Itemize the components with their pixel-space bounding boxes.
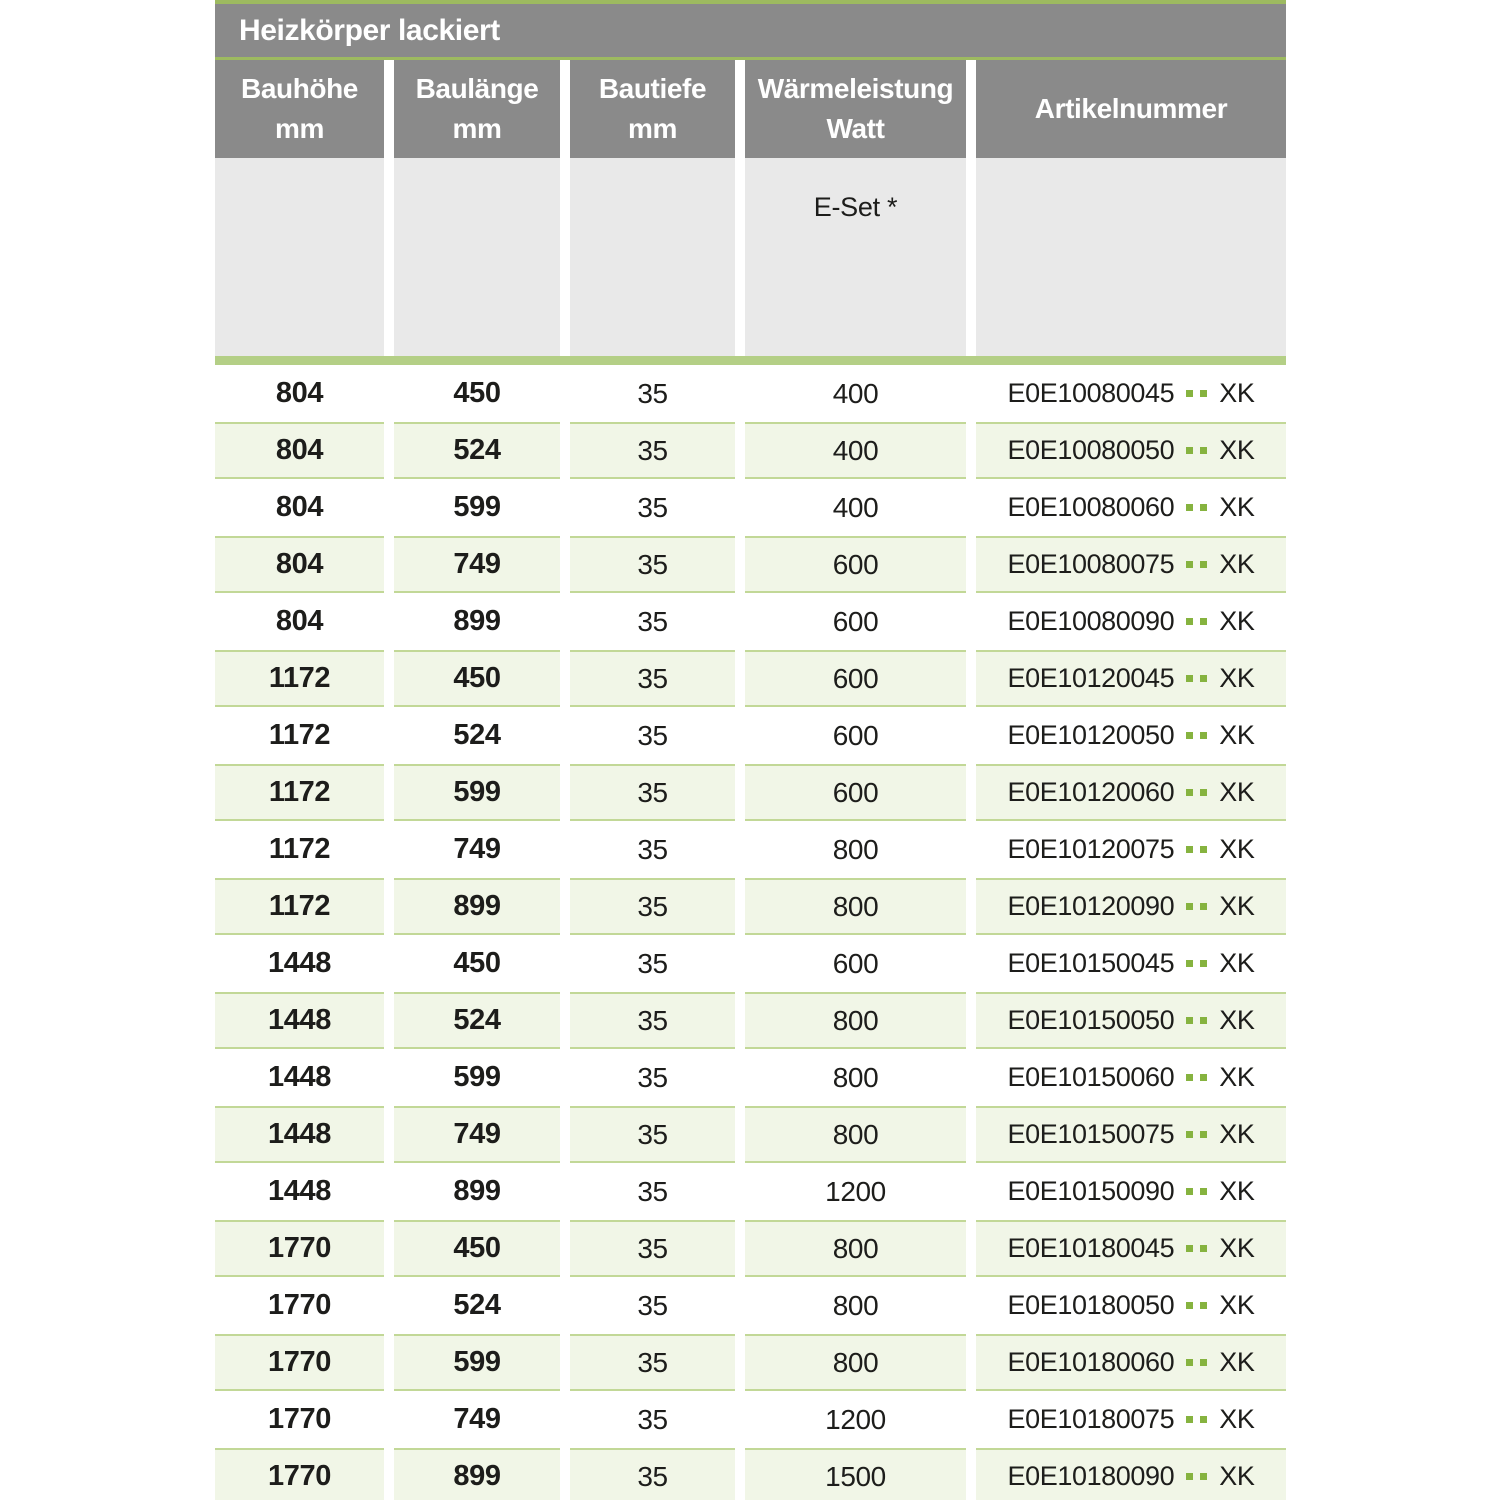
subheader-cell-artikelnummer: [976, 158, 1286, 356]
cell-baulaenge: 524: [453, 1289, 501, 1321]
cell-bautiefe: 35: [637, 1175, 668, 1207]
artikel-dot-icon: [1186, 1131, 1193, 1138]
cell-bautiefe: 35: [570, 764, 735, 821]
header-cell-bautiefe: [570, 60, 735, 158]
subheader-cell-bauhoehe: [215, 158, 384, 356]
cell-bauhoehe: 1770: [268, 1403, 331, 1435]
cell-bautiefe: 35: [570, 650, 735, 707]
cell-baulaenge: 599: [394, 764, 560, 821]
cell-watt: 800: [745, 992, 966, 1049]
header-cell-waermeleistung: [745, 60, 966, 158]
cell-bauhoehe: 1770: [215, 1220, 384, 1277]
artikel-dot-icon: [1186, 618, 1193, 625]
cell-watt: 800: [745, 878, 966, 935]
cell-watt: 400: [832, 491, 879, 523]
table-row: [215, 1448, 1286, 1500]
cell-watt: 600: [832, 719, 879, 751]
artikel-dot-icon: [1186, 504, 1193, 511]
artikel-suffix: XK: [1219, 891, 1255, 921]
cell-bauhoehe: 804: [215, 422, 384, 479]
cell-watt: 1500: [745, 1448, 966, 1500]
artikel-code: E0E10080045: [1007, 378, 1175, 408]
header-row: [215, 60, 1286, 158]
cell-artikelnummer: [976, 422, 1286, 479]
cell-baulaenge: 599: [453, 491, 501, 523]
cell-artikelnummer: [976, 536, 1286, 593]
artikel-dot-icon: [1200, 1473, 1207, 1480]
cell-bautiefe: 35: [637, 1403, 668, 1435]
artikel-suffix: XK: [1219, 1461, 1255, 1491]
header-label-baulaenge: Baulänge: [415, 73, 539, 104]
artikel-dot-icon: [1200, 618, 1207, 625]
cell-watt: 800: [745, 1106, 966, 1163]
cell-artikelnummer: [976, 1106, 1286, 1163]
cell-baulaenge: 749: [453, 833, 501, 865]
table-row: [215, 1049, 1286, 1106]
artikel-dot-icon: [1200, 1245, 1207, 1252]
cell-artikelnummer: [976, 1277, 1286, 1334]
header-cell-baulaenge: [394, 60, 560, 158]
cell-bautiefe: 35: [637, 377, 668, 409]
header-label-bauhoehe: Bauhöhe: [241, 73, 358, 104]
artikel-suffix: XK: [1219, 1347, 1255, 1377]
cell-bauhoehe: 1172: [215, 878, 384, 935]
cell-baulaenge: 524: [453, 719, 501, 751]
subheader-cell-bautiefe: [570, 158, 735, 356]
artikel-dot-icon: [1186, 561, 1193, 568]
cell-watt: 1200: [825, 1175, 886, 1207]
cell-bauhoehe: 804: [275, 377, 324, 409]
cell-baulaenge: 899: [453, 605, 501, 637]
cell-baulaenge: 599: [453, 1061, 501, 1093]
artikel-dot-icon: [1186, 1416, 1193, 1423]
cell-bautiefe: 35: [637, 605, 668, 637]
cell-watt: 600: [745, 764, 966, 821]
cell-baulaenge: 749: [453, 1403, 501, 1435]
artikel-dot-icon: [1186, 390, 1193, 397]
artikel-dot-icon: [1200, 732, 1207, 739]
artikel-dot-icon: [1186, 1473, 1193, 1480]
artikel-dot-icon: [1186, 1074, 1193, 1081]
cell-bautiefe: 35: [637, 833, 668, 865]
cell-baulaenge: 899: [394, 1448, 560, 1500]
cell-artikelnummer: [976, 935, 1286, 992]
cell-artikelnummer: [976, 479, 1286, 536]
cell-baulaenge: 450: [453, 377, 501, 409]
cell-watt: 600: [832, 947, 879, 979]
subheader-row: [215, 158, 1286, 356]
cell-bautiefe: 35: [570, 1220, 735, 1277]
artikel-suffix: XK: [1219, 1290, 1255, 1320]
artikel-code: E0E10150060: [1007, 1062, 1175, 1092]
artikel-dot-icon: [1186, 846, 1193, 853]
artikel-dot-icon: [1186, 1302, 1193, 1309]
cell-bautiefe: 35: [570, 992, 735, 1049]
cell-baulaenge: 749: [394, 1106, 560, 1163]
artikel-code: E0E10120060: [1007, 777, 1175, 807]
artikel-dot-icon: [1186, 960, 1193, 967]
cell-bauhoehe: 1172: [215, 650, 384, 707]
artikel-suffix: XK: [1219, 1119, 1255, 1149]
table-row: [215, 764, 1286, 821]
cell-artikelnummer: [976, 593, 1286, 650]
cell-bauhoehe: 1172: [215, 764, 384, 821]
artikel-suffix: XK: [1219, 378, 1255, 408]
cell-watt: 800: [832, 1061, 879, 1093]
cell-bauhoehe: 1770: [215, 1448, 384, 1500]
cell-bautiefe: 35: [570, 878, 735, 935]
cell-watt: 800: [745, 1334, 966, 1391]
cell-artikelnummer: [976, 650, 1286, 707]
artikel-suffix: XK: [1219, 834, 1255, 864]
artikel-code: E0E10150075: [1007, 1119, 1175, 1149]
artikel-dot-icon: [1200, 903, 1207, 910]
artikel-suffix: XK: [1219, 492, 1255, 522]
artikel-dot-icon: [1200, 846, 1207, 853]
header-label-artikelnummer: Artikelnummer: [1034, 93, 1228, 124]
table-row: [215, 1220, 1286, 1277]
cell-bautiefe: 35: [637, 1061, 668, 1093]
table-row: [215, 365, 1286, 422]
eset-label: E-Set *: [813, 192, 898, 222]
cell-baulaenge: 599: [394, 1334, 560, 1391]
cell-artikelnummer: [976, 1049, 1286, 1106]
cell-watt: 600: [745, 650, 966, 707]
cell-artikelnummer: [976, 821, 1286, 878]
cell-baulaenge: 450: [394, 650, 560, 707]
artikel-dot-icon: [1200, 447, 1207, 454]
artikel-suffix: XK: [1219, 948, 1255, 978]
artikel-suffix: XK: [1219, 1233, 1255, 1263]
cell-bautiefe: 35: [570, 1448, 735, 1500]
cell-artikelnummer: [976, 992, 1286, 1049]
artikel-code: E0E10180050: [1007, 1290, 1175, 1320]
product-table: [215, 0, 1286, 1500]
header-unit-baulaenge: mm: [452, 113, 502, 144]
artikel-code: E0E10120075: [1007, 834, 1175, 864]
cell-baulaenge: 899: [453, 1175, 501, 1207]
cell-bautiefe: 35: [570, 422, 735, 479]
artikel-dot-icon: [1200, 1359, 1207, 1366]
cell-bauhoehe: 1448: [268, 947, 331, 979]
table-row: [215, 593, 1286, 650]
cell-bautiefe: 35: [570, 1106, 735, 1163]
cell-artikelnummer: [976, 1163, 1286, 1220]
cell-artikelnummer: [976, 707, 1286, 764]
subheader-cell-eset: [745, 158, 966, 356]
header-divider-band: [215, 356, 1286, 365]
header-unit-bauhoehe: mm: [275, 113, 324, 144]
cell-baulaenge: 524: [394, 992, 560, 1049]
cell-artikelnummer: [976, 1220, 1286, 1277]
header-label-waermeleistung: Wärmeleistung: [757, 73, 954, 104]
table-row: [215, 479, 1286, 536]
artikel-dot-icon: [1200, 789, 1207, 796]
header-label-bautiefe: Bautiefe: [598, 73, 707, 104]
artikel-code: E0E10080060: [1007, 492, 1175, 522]
artikel-code: E0E10120045: [1007, 663, 1175, 693]
artikel-dot-icon: [1200, 1416, 1207, 1423]
cell-bauhoehe: 1770: [215, 1334, 384, 1391]
cell-bautiefe: 35: [570, 536, 735, 593]
artikel-dot-icon: [1186, 1245, 1193, 1252]
cell-artikelnummer: [976, 764, 1286, 821]
artikel-code: E0E10080050: [1007, 435, 1175, 465]
cell-baulaenge: 450: [453, 947, 501, 979]
artikel-code: E0E10080075: [1007, 549, 1175, 579]
cell-bauhoehe: 1448: [268, 1175, 331, 1207]
cell-bautiefe: 35: [637, 491, 668, 523]
artikel-dot-icon: [1200, 675, 1207, 682]
artikel-dot-icon: [1200, 960, 1207, 967]
artikel-suffix: XK: [1219, 606, 1255, 636]
header-cell-artikelnummer: [976, 60, 1286, 158]
cell-bauhoehe: 804: [275, 491, 324, 523]
artikel-dot-icon: [1200, 561, 1207, 568]
table-title-bar: [215, 4, 1286, 57]
artikel-dot-icon: [1186, 789, 1193, 796]
cell-artikelnummer: [976, 878, 1286, 935]
artikel-dot-icon: [1200, 1074, 1207, 1081]
cell-bauhoehe: 804: [215, 536, 384, 593]
table-row: [215, 1334, 1286, 1391]
table-row: [215, 1277, 1286, 1334]
artikel-suffix: XK: [1219, 663, 1255, 693]
artikel-dot-icon: [1186, 447, 1193, 454]
artikel-code: E0E10150045: [1007, 948, 1175, 978]
header-unit-waermeleistung: Watt: [826, 113, 885, 144]
cell-artikelnummer: [976, 1334, 1286, 1391]
table-row: [215, 1106, 1286, 1163]
cell-baulaenge: 524: [394, 422, 560, 479]
cell-bautiefe: 35: [570, 1334, 735, 1391]
table-row: [215, 707, 1286, 764]
artikel-code: E0E10080090: [1007, 606, 1175, 636]
cell-baulaenge: 899: [394, 878, 560, 935]
artikel-dot-icon: [1200, 1131, 1207, 1138]
cell-bauhoehe: 1448: [215, 1106, 384, 1163]
cell-bauhoehe: 1770: [268, 1289, 331, 1321]
artikel-code: E0E10120050: [1007, 720, 1175, 750]
artikel-suffix: XK: [1219, 549, 1255, 579]
table-row: [215, 536, 1286, 593]
table-row: [215, 821, 1286, 878]
cell-watt: 400: [832, 377, 879, 409]
table-body: [215, 365, 1286, 1500]
header-unit-bautiefe: mm: [628, 113, 677, 144]
artikel-code: E0E10150090: [1007, 1176, 1175, 1206]
cell-bauhoehe: 804: [275, 605, 324, 637]
artikel-suffix: XK: [1219, 1005, 1255, 1035]
cell-baulaenge: 450: [394, 1220, 560, 1277]
artikel-code: E0E10120090: [1007, 891, 1175, 921]
artikel-suffix: XK: [1219, 1062, 1255, 1092]
artikel-dot-icon: [1186, 732, 1193, 739]
cell-artikelnummer: [976, 1448, 1286, 1500]
cell-bauhoehe: 1172: [268, 719, 331, 751]
cell-bautiefe: 35: [637, 1289, 668, 1321]
artikel-dot-icon: [1200, 390, 1207, 397]
table-row: [215, 992, 1286, 1049]
artikel-code: E0E10180090: [1007, 1461, 1175, 1491]
table-row: [215, 1391, 1286, 1448]
artikel-dot-icon: [1200, 504, 1207, 511]
table-row: [215, 422, 1286, 479]
cell-artikelnummer: [976, 365, 1286, 422]
artikel-code: E0E10150050: [1007, 1005, 1175, 1035]
artikel-suffix: XK: [1219, 435, 1255, 465]
table-title: Heizkörper lackiert: [239, 13, 500, 47]
artikel-dot-icon: [1186, 1017, 1193, 1024]
table-row: [215, 878, 1286, 935]
artikel-code: E0E10180045: [1007, 1233, 1175, 1263]
table-row: [215, 935, 1286, 992]
cell-watt: 800: [832, 833, 879, 865]
artikel-suffix: XK: [1219, 1404, 1255, 1434]
cell-watt: 600: [832, 605, 879, 637]
artikel-suffix: XK: [1219, 720, 1255, 750]
subheader-cell-baulaenge: [394, 158, 560, 356]
cell-bautiefe: 35: [637, 719, 668, 751]
artikel-dot-icon: [1186, 1188, 1193, 1195]
artikel-dot-icon: [1186, 903, 1193, 910]
cell-bauhoehe: 1448: [268, 1061, 331, 1093]
artikel-dot-icon: [1186, 1359, 1193, 1366]
cell-artikelnummer: [976, 1391, 1286, 1448]
cell-bauhoehe: 1172: [268, 833, 331, 865]
cell-watt: 1200: [825, 1403, 886, 1435]
cell-watt: 800: [745, 1220, 966, 1277]
artikel-dot-icon: [1200, 1017, 1207, 1024]
artikel-code: E0E10180060: [1007, 1347, 1175, 1377]
cell-bautiefe: 35: [637, 947, 668, 979]
artikel-dot-icon: [1200, 1302, 1207, 1309]
artikel-suffix: XK: [1219, 1176, 1255, 1206]
artikel-dot-icon: [1200, 1188, 1207, 1195]
cell-baulaenge: 749: [394, 536, 560, 593]
artikel-suffix: XK: [1219, 777, 1255, 807]
cell-watt: 600: [745, 536, 966, 593]
artikel-code: E0E10180075: [1007, 1404, 1175, 1434]
artikel-dot-icon: [1186, 675, 1193, 682]
cell-watt: 400: [745, 422, 966, 479]
table-row: [215, 650, 1286, 707]
cell-watt: 800: [832, 1289, 879, 1321]
table-row: [215, 1163, 1286, 1220]
header-cell-bauhoehe: [215, 60, 384, 158]
cell-bauhoehe: 1448: [215, 992, 384, 1049]
